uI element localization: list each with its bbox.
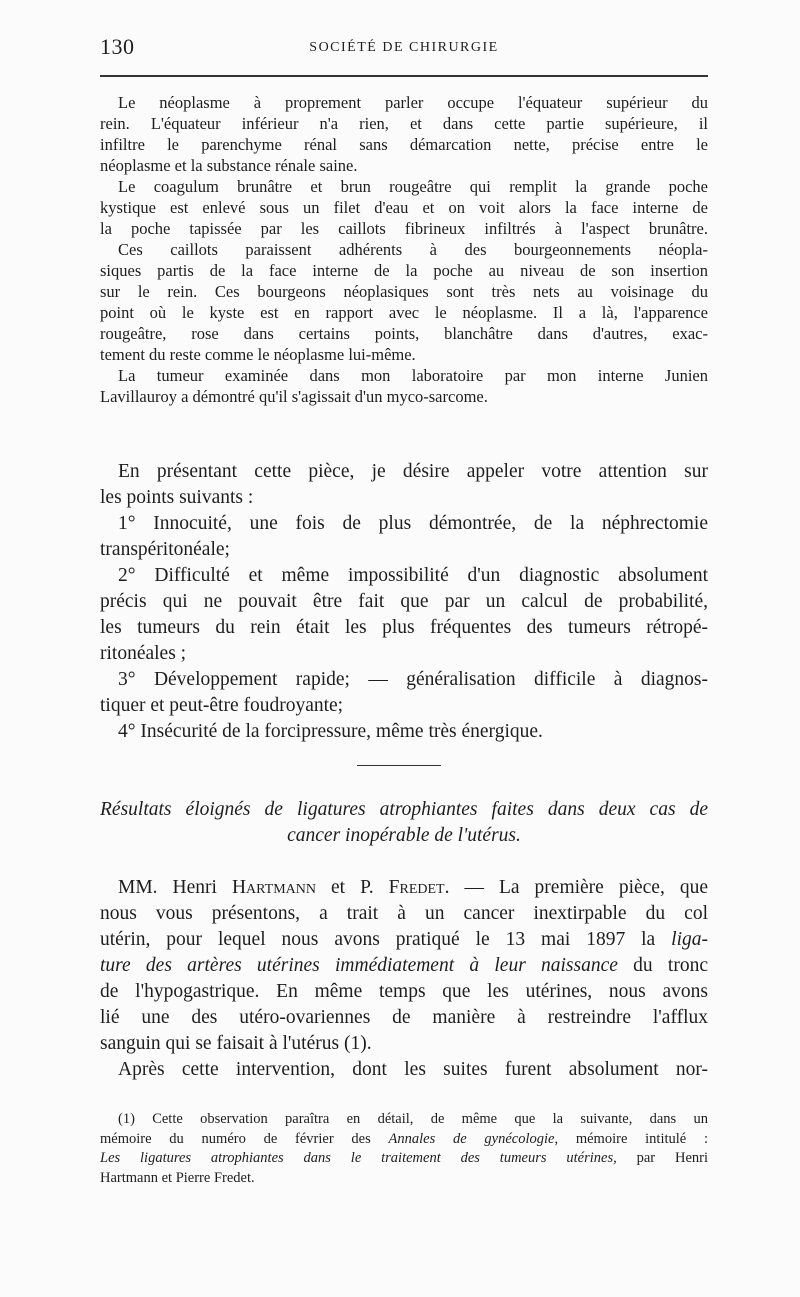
text-line: nous vous présentons, a trait à un cancer inextirpable du col bbox=[100, 903, 708, 924]
text-line: tement du reste comme le néoplasme lui-même. bbox=[100, 345, 416, 364]
text-line: Le coagulum brunâtre et brun rougeâtre qui remplit la grande poche bbox=[118, 177, 708, 196]
footnote-line bbox=[100, 1130, 708, 1150]
communication-paragraph bbox=[100, 875, 708, 1083]
line-rest: , mémoire intitulé : bbox=[554, 1130, 708, 1147]
text-line: rein. L'équateur inférieur n'a rien, et dans cette partie supérieure, il bbox=[100, 114, 708, 133]
page-number: 130 bbox=[100, 34, 135, 59]
list-item: 2° Difficulté et même impossibilité d'un diagnostic absolument bbox=[118, 565, 708, 586]
line-rest: . — La première pièce, que bbox=[444, 877, 708, 898]
text-line: Ces caillots paraissent adhérents à des bourgeonnements néopla- bbox=[118, 240, 708, 259]
footnote-line: (1) Cette observation paraîtra en détail, de même que la suivante, dans un bbox=[118, 1111, 708, 1127]
footnote bbox=[100, 1110, 708, 1188]
section-divider bbox=[357, 765, 441, 766]
text-line bbox=[100, 953, 708, 979]
line-normal: utérin, pour lequel nous avons pratiqué le 13 mai 1897 la bbox=[100, 929, 672, 950]
text-line: Le néoplasme à proprement parler occupe l'équateur supérieur du bbox=[118, 93, 708, 112]
line-rest: , par Henri bbox=[613, 1150, 709, 1166]
page-header bbox=[100, 34, 708, 64]
authors-prefix: MM. Henri bbox=[118, 877, 232, 898]
text-line: sur le rein. Ces bourgeons néoplasiques sont très nets au voisinage du bbox=[100, 282, 708, 301]
footnote-line bbox=[100, 1149, 708, 1169]
text-line: tiquer et peut-être foudroyante; bbox=[100, 695, 344, 716]
section-title-line: Résultats éloignés de ligatures atrophiantes faites dans deux cas de bbox=[100, 799, 708, 820]
text-line: les points suivants : bbox=[100, 487, 254, 508]
text-line: transpéritonéale; bbox=[100, 539, 230, 560]
list-item: 3° Développement rapide; — généralisation difficile à diagnos- bbox=[118, 669, 708, 690]
text-line: de l'hypogastrique. En même temps que les utérines, nous avons bbox=[100, 981, 708, 1002]
footnote-line: Hartmann et Pierre Fredet. bbox=[100, 1169, 255, 1186]
author-fredet: Fredet bbox=[388, 877, 445, 898]
line-italic: ture des artères utérines immédiatement à leur naissance bbox=[100, 955, 618, 976]
text-line: les tumeurs du rein était les plus fréquentes des tumeurs rétropé- bbox=[100, 617, 708, 638]
text-line: infiltre le parenchyme rénal sans démarcation nette, précise entre le bbox=[100, 135, 708, 154]
text-line: En présentant cette pièce, je désire appeler votre attention sur bbox=[118, 461, 708, 482]
line-normal: du tronc bbox=[617, 955, 708, 976]
line-normal: mémoire du numéro de février des bbox=[100, 1130, 389, 1147]
text-line: sanguin qui se faisait à l'utérus (1). bbox=[100, 1033, 372, 1054]
text-line: néoplasme et la substance rénale saine. bbox=[100, 156, 358, 175]
text-line: lié une des utéro-ovariennes de manière à restreindre l'afflux bbox=[100, 1007, 708, 1028]
text-line bbox=[100, 875, 708, 901]
memoir-title: Les ligatures atrophiantes dans le traitement des tumeurs utérines bbox=[100, 1150, 614, 1166]
list-item: 4° Insécurité de la forcipressure, même très énergique. bbox=[118, 721, 543, 742]
journal-title: Annales de gynécologie bbox=[388, 1130, 555, 1147]
text-line: rougeâtre, rose dans certains points, blanchâtre dans d'autres, exac- bbox=[100, 324, 708, 343]
conclusions-list bbox=[100, 459, 708, 745]
text-line: La tumeur examinée dans mon laboratoire par mon interne Junien bbox=[118, 366, 708, 385]
text-line: Après cette intervention, dont les suites furent absolument nor- bbox=[118, 1059, 708, 1080]
list-item: 1° Innocuité, une fois de plus démontrée, de la néphrectomie bbox=[118, 513, 708, 534]
authors-join: et P. bbox=[316, 877, 389, 898]
section-title-line: cancer inopérable de l'utérus. bbox=[287, 825, 521, 846]
header-rule bbox=[100, 75, 708, 77]
section-title bbox=[100, 797, 708, 849]
line-italic: liga- bbox=[671, 929, 708, 950]
text-line: siques partis de la face interne de la poche au niveau de son insertion bbox=[100, 261, 708, 280]
text-line: kystique est enlevé sous un filet d'eau et on voit alors la face interne de bbox=[100, 198, 708, 217]
specimen-description bbox=[100, 92, 708, 407]
text-line: ritonéales ; bbox=[100, 643, 187, 664]
running-head: SOCIÉTÉ DE CHIRURGIE bbox=[309, 40, 499, 55]
author-hartmann: Hartmann bbox=[231, 877, 316, 898]
text-line bbox=[100, 927, 708, 953]
text-line: précis qui ne pouvait être fait que par un calcul de probabilité, bbox=[100, 591, 708, 612]
text-line: Lavillauroy a démontré qu'il s'agissait d'un myco-sarcome. bbox=[100, 387, 488, 406]
text-line: point où le kyste est en rapport avec le néoplasme. Il a là, l'apparence bbox=[100, 303, 708, 322]
text-line: la poche tapissée par les caillots fibrineux infiltrés à l'aspect brunâtre. bbox=[100, 219, 708, 238]
